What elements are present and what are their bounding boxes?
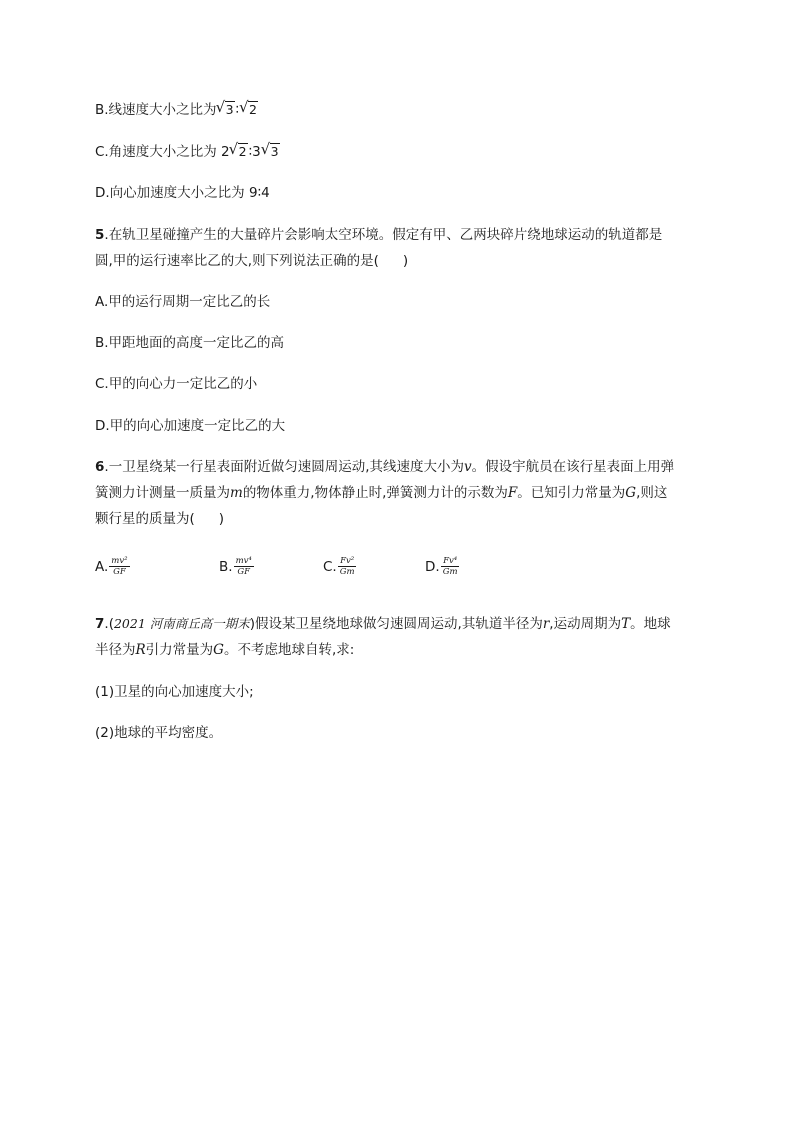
question-source: 2021 河南商丘高一期末 (113, 616, 250, 631)
sqrt-symbol: √ 3 (263, 143, 280, 161)
fraction: $\frac{\text{Fv⁴}}{Gm}$ (442, 556, 458, 577)
question-number: 6 (95, 459, 105, 475)
q6-stem-line1: 6.一卫星绕某一行星表面附近做匀速圆周运动,其线速度大小为v。假设宇航员在该行星表面上用弹 (95, 459, 675, 475)
q7-stem-line1: 7.(2021 河南商丘高一期末)假设某卫星绕地球做匀速圆周运动,其轨道半径为r,运动周期为T。地球 (95, 616, 671, 632)
q4-option-c: C.角速度大小之比为 2√ 2 ∶3√ 3 (95, 143, 280, 161)
q7-subquestion-1: (1)卫星的向心加速度大小; (95, 684, 254, 700)
fraction: $\frac{\text{mv²}}{GF}$ (111, 556, 128, 577)
q7-subquestion-2: (2)地球的平均密度。 (95, 725, 223, 741)
fraction: $\frac{\text{mv⁴}}{GF}$ (235, 556, 252, 577)
q6-stem-line3: 颗行星的质量为( ) (95, 511, 225, 527)
q5-option-a: A.甲的运行周期一定比乙的长 (95, 294, 271, 310)
question-number: 5 (95, 227, 105, 243)
q5-stem-line2: 圆,甲的运行速率比乙的大,则下列说法正确的是( ) (95, 253, 409, 269)
question-number: 7 (95, 616, 105, 632)
sqrt-symbol: √ 2 (241, 101, 258, 119)
q4-option-d: D.向心加速度大小之比为 9∶4 (95, 185, 270, 201)
fraction: $\frac{\text{Fv²}}{Gm}$ (339, 556, 355, 577)
q5-option-b: B.甲距地面的高度一定比乙的高 (95, 335, 285, 351)
q5-option-d: D.甲的向心加速度一定比乙的大 (95, 418, 286, 434)
q6-stem-line2: 簧测力计测量一质量为m的物体重力,物体静止时,弹簧测力计的示数为F。已知引力常量为G,则这 (95, 485, 668, 501)
q7-stem-line2: 半径为R引力常量为G。不考虑地球自转,求: (95, 642, 355, 658)
sqrt-symbol: √ 3 (218, 101, 235, 119)
q6-option-b: B. $\frac{\text{mv⁴}}{GF}$ (219, 556, 252, 577)
sqrt-symbol: √ 2 (231, 143, 248, 161)
q6-options (95, 556, 495, 586)
q6-option-d: D. $\frac{\text{Fv⁴}}{Gm}$ (425, 556, 458, 577)
q5-option-c: C.甲的向心力一定比乙的小 (95, 376, 258, 392)
q6-option-a: A. $\frac{\text{mv²}}{GF}$ (95, 556, 128, 577)
q6-option-c: C. $\frac{\text{Fv²}}{Gm}$ (323, 556, 355, 577)
q4-option-b: B.线速度大小之比为√ 3 ∶√ 2 (95, 101, 258, 119)
q5-stem-line1: 5.在轨卫星碰撞产生的大量碎片会影响太空环境。假定有甲、乙两块碎片绕地球运动的轨道都是 (95, 227, 663, 243)
